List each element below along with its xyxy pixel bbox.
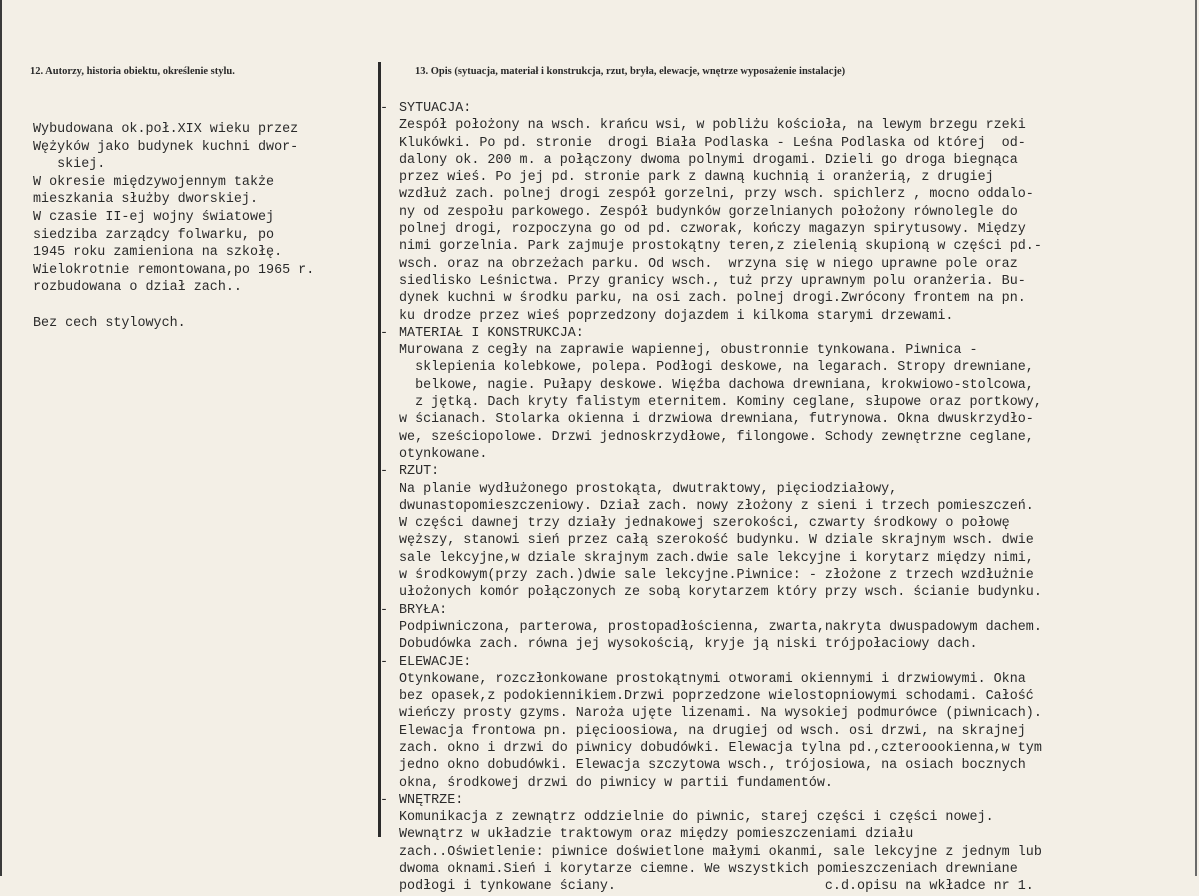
section-line: sale lekcyjne,w dziale skrajnym zach.dwie sale lekcyjne i korytarz między nimi,: [399, 550, 1034, 566]
section-heading-text: BRYŁA:: [399, 602, 448, 618]
history-line: mieszkania służby dworskiej.: [33, 192, 258, 208]
section-line: dwunastopomieszczeniowy. Dział zach. nowy złożony z sieni i trzech pomieszczeń.: [399, 498, 1034, 514]
section-line: z jętką. Dach kryty falistym eternitem. Kominy ceglane, słupowe oraz portkowy,: [399, 395, 1042, 411]
section-heading-text: MATERIAŁ I KONSTRUKCJA:: [399, 325, 584, 341]
description-text: [380, 100, 1195, 896]
section-line: okna, środkowej drzwi do piwnicy w partii fundamentów.: [399, 775, 833, 791]
section-line: siedlisko Leśnictwa. Przy granicy wsch., tuż przy uprawnym polu oranżeria. Bu-: [399, 273, 1026, 289]
history-line: Wielokrotnie remontowana,po 1965 r.: [33, 262, 315, 278]
section-heading: [380, 792, 1195, 809]
section-line: sklepienia kolebkowe, polepa. Podłogi deskowe, na legarach. Stropy drewniane,: [399, 360, 1034, 376]
section-line: w środkowym(przy zach.)dwie sale lekcyjne.Piwnice: - złożone z trzech wzdłużnie: [399, 568, 1034, 584]
section-marker: -: [380, 602, 389, 618]
section-line: polnej drogi, rozpoczyna go od pd. czworak, kończy magazyn spirytusowy. Między: [399, 222, 1026, 238]
section-heading: [380, 602, 1195, 619]
history-line: skiej.: [33, 157, 106, 173]
section-line: Na planie wydłużonego prostokąta, dwutraktowy, pięciodziałowy,: [399, 481, 898, 497]
section-line: Dobudówka zach. równa jej wysokością, kryje ją niski trójpołaciowy dach.: [399, 637, 978, 653]
section-line: Otynkowane, rozczłonkowane prostokątnymi otworami okiennymi i drzwiowymi. Okna: [399, 671, 1026, 687]
history-line: Wybudowana ok.poł.XIX wieku przez: [33, 122, 299, 137]
history-line: W czasie II-ej wojny światowej: [33, 209, 275, 225]
section-line: Komunikacja z zewnątrz oddzielnie do piwnic, starej części i części nowej.: [399, 810, 994, 826]
section-line: dalony ok. 200 m. a połączony dwoma polnymi drogami. Dzieli go droga biegnąca: [399, 152, 1018, 168]
section-marker: -: [380, 464, 389, 480]
section-heading-text: WNĘTRZE:: [399, 792, 464, 808]
section-line: Klukówki. Po pd. stronie drogi Biała Podlaska - Leśna Podlaska od której od-: [399, 135, 1026, 151]
section-line: węższy, stanowi sień przez całą szerokość budynku. W dziale skrajnym wsch. dwie: [399, 533, 1034, 549]
section-line: Murowana z cegły na zaprawie wapiennej, obustronnie tynkowana. Piwnica -: [399, 343, 978, 359]
section-line: nimi gorzelnia. Park zajmuje prostokątny teren,z zielenią skupioną w części pd.-: [399, 239, 1042, 255]
section-line: zach. okno i drzwi do piwnicy dobudówki. Elewacja tylna pd.,czteroookienna,w tym: [399, 740, 1042, 756]
section-line: ku drodze przez wieś poprzedzony dojazdem i kilkoma starymi drzewami.: [399, 308, 954, 324]
history-line: 1945 roku zamieniona na szkołę.: [33, 245, 283, 261]
section-line: Zespół położony na wsch. krańcu wsi, w pobliżu kościoła, na lewym brzegu rzeki: [399, 118, 1026, 134]
authors-history-header: 12. Autorzy, historia obiektu, określenie stylu.: [30, 66, 235, 77]
history-line: siedziba zarządcy folwarku, po: [33, 227, 275, 243]
section-marker: -: [380, 101, 389, 116]
section-marker: -: [380, 325, 389, 341]
blank-line: [33, 297, 378, 315]
section-line: belkowe, nagie. Pułapy deskowe. Więźba dachowa drewniana, krokwiowo-stolcowa,: [399, 377, 1034, 393]
section-heading: [380, 100, 1195, 117]
sheet-left-edge: [0, 0, 2, 876]
section-heading: [380, 325, 1195, 342]
history-text: [33, 121, 378, 332]
section-heading-text: ELEWACJE:: [399, 654, 472, 670]
section-marker: -: [380, 654, 389, 670]
section-line: dynek kuchni w środku parku, na osi zach. polnej drogi.Zwrócony frontem na pn.: [399, 291, 1026, 307]
history-line: Bez cech stylowych.: [33, 315, 186, 331]
description-header: 13. Opis (sytuacja, materiał i konstrukcja, rzut, bryła, elewacje, wnętrze wyposażenie instalacje): [415, 66, 846, 77]
section-heading: [380, 654, 1195, 671]
section-heading-text: RZUT:: [399, 464, 440, 480]
section-marker: -: [380, 792, 389, 808]
section-line: Podpiwniczona, parterowa, prostopadłościenna, zwarta,nakryta dwuspadowym dachem.: [399, 619, 1042, 635]
section-line: podłogi i tynkowane ściany. c.d.opisu na wkładce nr 1.: [399, 879, 1034, 895]
section-line: zach..Oświetlenie: piwnice doświetlone małymi okanmi, sale lekcyjne z jednym lub: [399, 844, 1042, 860]
section-line: wsch. oraz na obrzeżach parku. Od wsch. wrzyna się w niego uprawne pole oraz: [399, 256, 1018, 272]
section-heading-text: SYTUACJA:: [399, 101, 472, 116]
section-line: przez wieś. Po jej pd. stronie park z dawną kuchnią i oranżerią, z drugiej: [399, 170, 994, 186]
section-line: W części dawnej trzy działy jednakowej szerokości, czwarty środkowy o połowę: [399, 516, 1010, 532]
sheet-right-edge: [1195, 0, 1197, 876]
section-line: ułożonych komór połączonych ze sobą korytarzem który przy wsch. ścianie budynku.: [399, 585, 1042, 601]
section-line: Elewacja frontowa pn. pięcioosiowa, na drugiej od wsch. osi drzwi, na skrajnej: [399, 723, 1026, 739]
section-line: we, sześciopolowe. Drzwi jednoskrzydłowe, filongowe. Schody zewnętrzne ceglane,: [399, 429, 1034, 445]
section-line: Wewnątrz w układzie traktowym oraz między pomieszczeniami działu: [399, 827, 914, 843]
section-line: jedno okno dobudówki. Elewacja szczytowa wsch., trójosiowa, na osiach bocznych: [399, 758, 1026, 774]
section-line: bez opasek,z podokiennikiem.Drzwi poprzedzone wielostopniowymi schodami. Całość: [399, 689, 1034, 705]
section-heading: [380, 463, 1195, 480]
section-line: wzdłuż zach. polnej drogi zespół gorzelni, przy wsch. spichlerz , mocno oddalo-: [399, 187, 1034, 203]
history-line: Wężyków jako budynek kuchni dwor-: [33, 139, 299, 155]
section-line: otynkowane.: [399, 446, 488, 462]
history-line: rozbudowana o dział zach..: [33, 280, 242, 296]
section-line: wieńczy prosty gzyms. Naroża ujęte lizenami. Na wysokiej podmurówce (piwnicach).: [399, 706, 1042, 722]
section-line: w ścianach. Stolarka okienna i drzwiowa drewniana, futrynowa. Okna dwuskrzydło-: [399, 412, 1034, 428]
section-line: ny od zespołu parkowego. Zespół budynków gorzelnianych położony równolegle do: [399, 204, 1018, 220]
section-line: dwoma oknami.Sień i korytarze ciemne. We wszystkich pomieszczeniach drewniane: [399, 862, 1018, 878]
history-line: W okresie międzywojennym także: [33, 174, 275, 190]
